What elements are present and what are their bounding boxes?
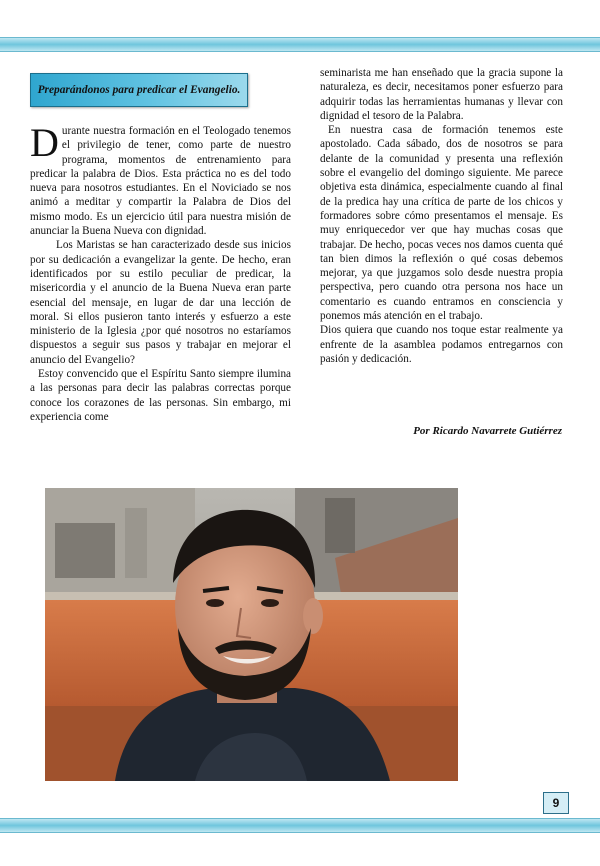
left-column — [30, 120, 291, 424]
author-byline: Por Ricardo Navarrete Gutiérrez — [413, 425, 562, 437]
top-decorative-band — [0, 37, 600, 52]
author-photo — [45, 488, 458, 781]
paragraph-6: Dios quiera que cuando nos toque estar realmente ya enfrente de la asamblea podamos entregarnos con pasión y dedicación. — [320, 324, 563, 365]
right-column — [320, 66, 563, 366]
paragraph-1-text: urante nuestra formación en el Teologado tenemos el privilegio de tener, como parte de nuestro programa, momentos de entrenamiento para predicar la palabra de Dios. Esta práctica no es del todo nueva para nosotros estudiantes. En el Noviciado se nos animó a meditar y compartir la Palabra de Dios del mismo modo. Es un ejercicio útil para nuestra misión de anunciar la Buena Nueva con dignidad. — [30, 125, 291, 238]
paragraph-1 — [30, 120, 291, 238]
page-number: 9 — [543, 792, 569, 814]
section-title: Preparándonos para predicar el Evangelio. — [37, 84, 241, 96]
bottom-decorative-band — [0, 818, 600, 833]
section-title-box — [30, 73, 248, 107]
paragraph-5: En nuestra casa de formación tenemos este apostolado. Cada sábado, dos de nosotros se para delante de la comunidad y presenta una reflexión sobre el evangelio del domingo siguiente. Me parece objetiva esta dinámica, especialmente cuando al final de la predica hay una crítica de parte de los chicos y formadores sobre cómo presentamos el mensaje. Es muy enriquecedor ver que hay muchas cosas que trabajar. De hecho, pocas veces nos damos cuenta qué tan bien dimos la reflexión o qué cosas debemos mejorar, ya que juzgamos solo desde nuestra propia perspectiva, pero cuando otra persona nos hace un comentario es cuando entramos en consciencia y ponemos más atención en el trabajo. — [320, 124, 563, 323]
drop-cap: D — [30, 120, 59, 165]
paragraph-4: seminarista me han enseñado que la gracia supone la naturaleza, es decir, necesitamos poner esfuerzo para adquirir todas las herramientas humanas y llevar con dignidad el tesoro de la Palabra. — [320, 67, 563, 122]
paragraph-2: Los Maristas se han caracterizado desde sus inicios por su dedicación a evangelizar la gente. De hecho, eran identificados por su estilo peculiar de predicar, la misericordia y el anuncio de la Buena Nueva eran parte esencial del mensaje, en lugar de dar una lección de moral. Si ellos pusieron tanto interés y esfuerzo a este ministerio de la Iglesia ¿por qué nosotros no estaríamos dispuestos a seguir sus pasos y trabajar en mejorar el anuncio del Evangelio? — [30, 239, 291, 366]
paragraph-3: Estoy convencido que el Espíritu Santo siempre ilumina a las personas para decir las palabras correctas porque conoce los corazones de las personas. Sin embargo, mi experiencia come — [30, 368, 291, 423]
selfie-photo-illustration — [45, 488, 458, 781]
